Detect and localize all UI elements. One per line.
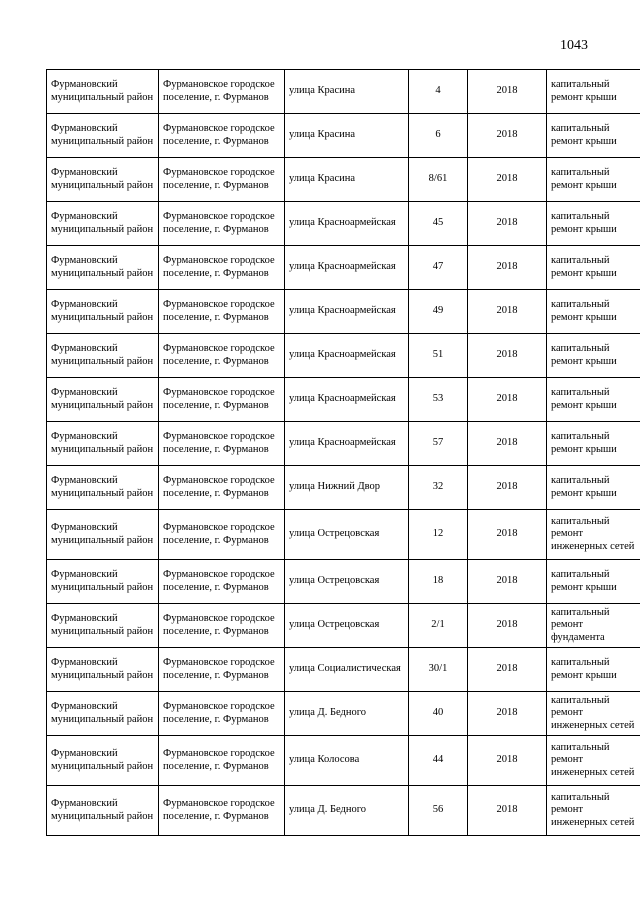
- house-number-cell: 18: [409, 560, 468, 604]
- district-cell: Фурмановский муниципальный район: [47, 246, 159, 290]
- settlement-cell: Фурмановское городское поселение, г. Фурманов: [159, 648, 285, 692]
- year-cell: 2018: [468, 510, 547, 560]
- street-cell: улица Красина: [285, 158, 409, 202]
- year-cell: 2018: [468, 736, 547, 786]
- settlement-cell: Фурмановское городское поселение, г. Фурманов: [159, 114, 285, 158]
- year-cell: 2018: [468, 692, 547, 736]
- district-cell: Фурмановский муниципальный район: [47, 202, 159, 246]
- house-number-cell: 6: [409, 114, 468, 158]
- settlement-cell: Фурмановское городское поселение, г. Фурманов: [159, 736, 285, 786]
- work-type-cell: капитальный ремонт инженерных сетей: [547, 692, 640, 736]
- street-cell: улица Д. Бедного: [285, 692, 409, 736]
- work-type-cell: капитальный ремонт крыши: [547, 334, 640, 378]
- settlement-cell: Фурмановское городское поселение, г. Фурманов: [159, 158, 285, 202]
- district-cell: Фурмановский муниципальный район: [47, 290, 159, 334]
- street-cell: улица Красноармейская: [285, 378, 409, 422]
- district-cell: Фурмановский муниципальный район: [47, 114, 159, 158]
- district-cell: Фурмановский муниципальный район: [47, 378, 159, 422]
- year-cell: 2018: [468, 202, 547, 246]
- table-row: [47, 114, 640, 158]
- year-cell: 2018: [468, 246, 547, 290]
- settlement-cell: Фурмановское городское поселение, г. Фурманов: [159, 378, 285, 422]
- year-cell: 2018: [468, 114, 547, 158]
- district-cell: Фурмановский муниципальный район: [47, 422, 159, 466]
- street-cell: улица Красноармейская: [285, 202, 409, 246]
- street-cell: улица Красноармейская: [285, 290, 409, 334]
- district-cell: Фурмановский муниципальный район: [47, 158, 159, 202]
- work-type-cell: капитальный ремонт крыши: [547, 290, 640, 334]
- settlement-cell: Фурмановское городское поселение, г. Фурманов: [159, 202, 285, 246]
- table-row: [47, 70, 640, 114]
- settlement-cell: Фурмановское городское поселение, г. Фурманов: [159, 692, 285, 736]
- table-row: [47, 692, 640, 736]
- district-cell: Фурмановский муниципальный район: [47, 334, 159, 378]
- table-row: [47, 466, 640, 510]
- work-type-cell: капитальный ремонт крыши: [547, 648, 640, 692]
- street-cell: улица Красноармейская: [285, 246, 409, 290]
- street-cell: улица Красноармейская: [285, 422, 409, 466]
- house-number-cell: 51: [409, 334, 468, 378]
- settlement-cell: Фурмановское городское поселение, г. Фурманов: [159, 334, 285, 378]
- table-row: [47, 422, 640, 466]
- page-number: 1043: [560, 38, 588, 53]
- repair-schedule-table: [46, 69, 640, 836]
- district-cell: Фурмановский муниципальный район: [47, 70, 159, 114]
- year-cell: 2018: [468, 158, 547, 202]
- house-number-cell: 12: [409, 510, 468, 560]
- work-type-cell: капитальный ремонт крыши: [547, 246, 640, 290]
- work-type-cell: капитальный ремонт крыши: [547, 114, 640, 158]
- street-cell: улица Социалистическая: [285, 648, 409, 692]
- settlement-cell: Фурмановское городское поселение, г. Фурманов: [159, 70, 285, 114]
- house-number-cell: 49: [409, 290, 468, 334]
- street-cell: улица Острецовская: [285, 510, 409, 560]
- district-cell: Фурмановский муниципальный район: [47, 736, 159, 786]
- house-number-cell: 30/1: [409, 648, 468, 692]
- street-cell: улица Красина: [285, 70, 409, 114]
- year-cell: 2018: [468, 422, 547, 466]
- street-cell: улица Красноармейская: [285, 334, 409, 378]
- work-type-cell: капитальный ремонт инженерных сетей: [547, 510, 640, 560]
- work-type-cell: капитальный ремонт инженерных сетей: [547, 736, 640, 786]
- year-cell: 2018: [468, 560, 547, 604]
- district-cell: Фурмановский муниципальный район: [47, 560, 159, 604]
- settlement-cell: Фурмановское городское поселение, г. Фурманов: [159, 510, 285, 560]
- district-cell: Фурмановский муниципальный район: [47, 648, 159, 692]
- house-number-cell: 57: [409, 422, 468, 466]
- year-cell: 2018: [468, 466, 547, 510]
- house-number-cell: 56: [409, 786, 468, 836]
- house-number-cell: 32: [409, 466, 468, 510]
- work-type-cell: капитальный ремонт инженерных сетей: [547, 786, 640, 836]
- street-cell: улица Острецовская: [285, 604, 409, 648]
- year-cell: 2018: [468, 786, 547, 836]
- table-body: [47, 70, 640, 836]
- year-cell: 2018: [468, 334, 547, 378]
- table-row: [47, 246, 640, 290]
- work-type-cell: капитальный ремонт крыши: [547, 378, 640, 422]
- street-cell: улица Нижний Двор: [285, 466, 409, 510]
- district-cell: Фурмановский муниципальный район: [47, 604, 159, 648]
- table-row: [47, 786, 640, 836]
- year-cell: 2018: [468, 70, 547, 114]
- table-row: [47, 648, 640, 692]
- street-cell: улица Д. Бедного: [285, 786, 409, 836]
- settlement-cell: Фурмановское городское поселение, г. Фурманов: [159, 246, 285, 290]
- house-number-cell: 44: [409, 736, 468, 786]
- work-type-cell: капитальный ремонт крыши: [547, 422, 640, 466]
- table-row: [47, 290, 640, 334]
- district-cell: Фурмановский муниципальный район: [47, 692, 159, 736]
- district-cell: Фурмановский муниципальный район: [47, 510, 159, 560]
- work-type-cell: капитальный ремонт крыши: [547, 158, 640, 202]
- house-number-cell: 40: [409, 692, 468, 736]
- table-row: [47, 560, 640, 604]
- settlement-cell: Фурмановское городское поселение, г. Фурманов: [159, 786, 285, 836]
- house-number-cell: 53: [409, 378, 468, 422]
- work-type-cell: капитальный ремонт крыши: [547, 466, 640, 510]
- work-type-cell: капитальный ремонт фундамента: [547, 604, 640, 648]
- house-number-cell: 4: [409, 70, 468, 114]
- table-row: [47, 378, 640, 422]
- house-number-cell: 45: [409, 202, 468, 246]
- settlement-cell: Фурмановское городское поселение, г. Фурманов: [159, 422, 285, 466]
- table-row: [47, 158, 640, 202]
- district-cell: Фурмановский муниципальный район: [47, 786, 159, 836]
- district-cell: Фурмановский муниципальный район: [47, 466, 159, 510]
- work-type-cell: капитальный ремонт крыши: [547, 70, 640, 114]
- settlement-cell: Фурмановское городское поселение, г. Фурманов: [159, 560, 285, 604]
- settlement-cell: Фурмановское городское поселение, г. Фурманов: [159, 290, 285, 334]
- work-type-cell: капитальный ремонт крыши: [547, 560, 640, 604]
- year-cell: 2018: [468, 290, 547, 334]
- table-row: [47, 202, 640, 246]
- table-row: [47, 510, 640, 560]
- year-cell: 2018: [468, 604, 547, 648]
- street-cell: улица Колосова: [285, 736, 409, 786]
- house-number-cell: 2/1: [409, 604, 468, 648]
- settlement-cell: Фурмановское городское поселение, г. Фурманов: [159, 466, 285, 510]
- year-cell: 2018: [468, 648, 547, 692]
- table-row: [47, 736, 640, 786]
- year-cell: 2018: [468, 378, 547, 422]
- house-number-cell: 47: [409, 246, 468, 290]
- table-row: [47, 334, 640, 378]
- street-cell: улица Красина: [285, 114, 409, 158]
- table-row: [47, 604, 640, 648]
- work-type-cell: капитальный ремонт крыши: [547, 202, 640, 246]
- house-number-cell: 8/61: [409, 158, 468, 202]
- street-cell: улица Острецовская: [285, 560, 409, 604]
- settlement-cell: Фурмановское городское поселение, г. Фурманов: [159, 604, 285, 648]
